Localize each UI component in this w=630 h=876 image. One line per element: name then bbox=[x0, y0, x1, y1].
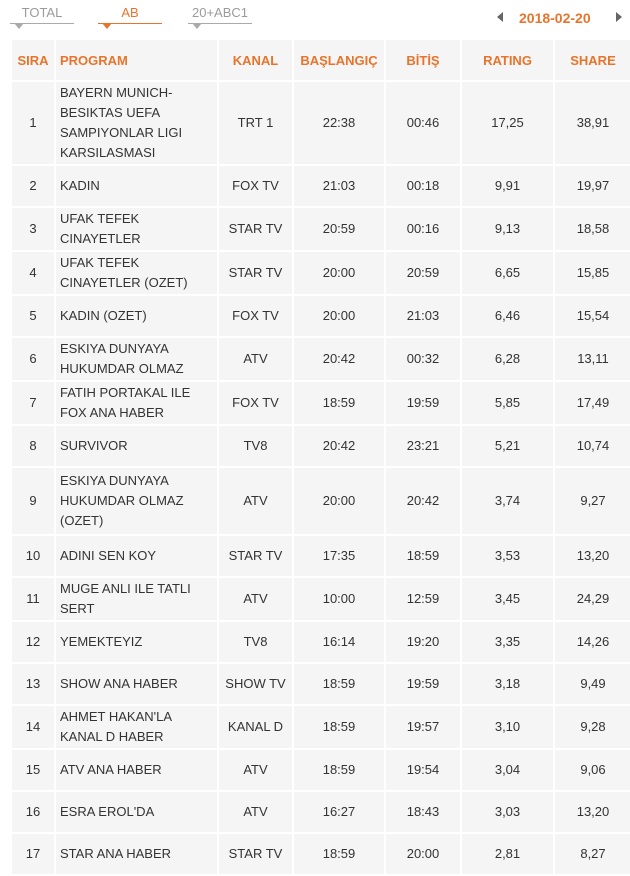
table-row bbox=[11, 535, 630, 577]
cell-bitis: 20:42 bbox=[385, 467, 461, 535]
cell-share: 24,29 bbox=[554, 577, 630, 621]
tab-total[interactable] bbox=[10, 5, 74, 20]
cell-baslangic: 18:59 bbox=[293, 705, 385, 749]
cell-rating: 3,18 bbox=[461, 663, 554, 705]
cell-rating: 2,81 bbox=[461, 833, 554, 875]
cell-kanal: ATV bbox=[218, 337, 293, 381]
cell-sira: 14 bbox=[11, 705, 55, 749]
cell-program: UFAK TEFEK CINAYETLER (OZET) bbox=[55, 251, 218, 295]
cell-rating: 6,46 bbox=[461, 295, 554, 337]
cell-baslangic: 20:00 bbox=[293, 251, 385, 295]
cell-kanal: FOX TV bbox=[218, 295, 293, 337]
cell-program: SHOW ANA HABER bbox=[55, 663, 218, 705]
table-row bbox=[11, 207, 630, 251]
cell-bitis: 00:32 bbox=[385, 337, 461, 381]
cell-kanal: TRT 1 bbox=[218, 81, 293, 165]
cell-program: UFAK TEFEK CINAYETLER bbox=[55, 207, 218, 251]
table-row bbox=[11, 251, 630, 295]
cell-kanal: STAR TV bbox=[218, 207, 293, 251]
table-row bbox=[11, 381, 630, 425]
cell-baslangic: 18:59 bbox=[293, 833, 385, 875]
cell-bitis: 19:59 bbox=[385, 381, 461, 425]
cell-share: 17,49 bbox=[554, 381, 630, 425]
cell-bitis: 23:21 bbox=[385, 425, 461, 467]
ratings-table bbox=[10, 40, 630, 876]
cell-kanal: STAR TV bbox=[218, 535, 293, 577]
cell-sira: 16 bbox=[11, 791, 55, 833]
cell-baslangic: 18:59 bbox=[293, 749, 385, 791]
cell-sira: 11 bbox=[11, 577, 55, 621]
cell-program: KADIN (OZET) bbox=[55, 295, 218, 337]
tab-ab-label: AB bbox=[121, 5, 139, 20]
table-row bbox=[11, 749, 630, 791]
cell-rating: 9,13 bbox=[461, 207, 554, 251]
cell-rating: 3,74 bbox=[461, 467, 554, 535]
table-row bbox=[11, 663, 630, 705]
cell-baslangic: 20:00 bbox=[293, 295, 385, 337]
cell-program: KADIN bbox=[55, 165, 218, 207]
col-header-sira[interactable]: SIRA bbox=[11, 40, 55, 81]
cell-share: 10,74 bbox=[554, 425, 630, 467]
table-row bbox=[11, 791, 630, 833]
cell-share: 38,91 bbox=[554, 81, 630, 165]
tab-ab[interactable] bbox=[98, 5, 162, 20]
cell-sira: 8 bbox=[11, 425, 55, 467]
cell-kanal: KANAL D bbox=[218, 705, 293, 749]
cell-bitis: 00:16 bbox=[385, 207, 461, 251]
cell-kanal: SHOW TV bbox=[218, 663, 293, 705]
table-row bbox=[11, 621, 630, 663]
cell-bitis: 19:57 bbox=[385, 705, 461, 749]
cell-share: 9,28 bbox=[554, 705, 630, 749]
cell-program: ESRA EROL'DA bbox=[55, 791, 218, 833]
tab-bar bbox=[0, 0, 630, 40]
col-header-rating[interactable]: RATING bbox=[461, 40, 554, 81]
cell-program: FATIH PORTAKAL ILE FOX ANA HABER bbox=[55, 381, 218, 425]
cell-kanal: STAR TV bbox=[218, 251, 293, 295]
cell-baslangic: 16:27 bbox=[293, 791, 385, 833]
tab-20abc1[interactable] bbox=[188, 5, 252, 20]
tab-total-label: TOTAL bbox=[21, 5, 63, 20]
cell-program: ESKIYA DUNYAYA HUKUMDAR OLMAZ (OZET) bbox=[55, 467, 218, 535]
cell-rating: 3,04 bbox=[461, 749, 554, 791]
cell-share: 14,26 bbox=[554, 621, 630, 663]
cell-share: 19,97 bbox=[554, 165, 630, 207]
cell-baslangic: 18:59 bbox=[293, 381, 385, 425]
cell-baslangic: 17:35 bbox=[293, 535, 385, 577]
cell-baslangic: 18:59 bbox=[293, 663, 385, 705]
cell-bitis: 00:46 bbox=[385, 81, 461, 165]
cell-program: YEMEKTEYIZ bbox=[55, 621, 218, 663]
table-row bbox=[11, 165, 630, 207]
cell-bitis: 18:43 bbox=[385, 791, 461, 833]
cell-sira: 6 bbox=[11, 337, 55, 381]
cell-sira: 15 bbox=[11, 749, 55, 791]
cell-kanal: ATV bbox=[218, 467, 293, 535]
cell-program: SURVIVOR bbox=[55, 425, 218, 467]
cell-bitis: 18:59 bbox=[385, 535, 461, 577]
cell-program: ESKIYA DUNYAYA HUKUMDAR OLMAZ bbox=[55, 337, 218, 381]
cell-sira: 2 bbox=[11, 165, 55, 207]
table-row bbox=[11, 577, 630, 621]
table-header-row bbox=[11, 40, 630, 81]
table-row bbox=[11, 337, 630, 381]
cell-sira: 4 bbox=[11, 251, 55, 295]
cell-bitis: 20:00 bbox=[385, 833, 461, 875]
cell-baslangic: 21:03 bbox=[293, 165, 385, 207]
cell-sira: 9 bbox=[11, 467, 55, 535]
cell-bitis: 12:59 bbox=[385, 577, 461, 621]
cell-kanal: FOX TV bbox=[218, 381, 293, 425]
cell-program: ADINI SEN KOY bbox=[55, 535, 218, 577]
cell-sira: 1 bbox=[11, 81, 55, 165]
cell-rating: 17,25 bbox=[461, 81, 554, 165]
cell-baslangic: 20:59 bbox=[293, 207, 385, 251]
cell-baslangic: 20:42 bbox=[293, 425, 385, 467]
cell-kanal: TV8 bbox=[218, 621, 293, 663]
cell-share: 9,06 bbox=[554, 749, 630, 791]
cell-sira: 12 bbox=[11, 621, 55, 663]
cell-share: 13,20 bbox=[554, 535, 630, 577]
col-header-kanal[interactable]: KANAL bbox=[218, 40, 293, 81]
col-header-baslangic[interactable]: BAŞLANGIÇ bbox=[293, 40, 385, 81]
cell-share: 9,27 bbox=[554, 467, 630, 535]
cell-rating: 6,28 bbox=[461, 337, 554, 381]
col-header-share[interactable]: SHARE bbox=[554, 40, 630, 81]
cell-share: 15,54 bbox=[554, 295, 630, 337]
cell-share: 8,27 bbox=[554, 833, 630, 875]
cell-rating: 3,03 bbox=[461, 791, 554, 833]
cell-rating: 9,91 bbox=[461, 165, 554, 207]
cell-kanal: ATV bbox=[218, 749, 293, 791]
cell-sira: 7 bbox=[11, 381, 55, 425]
cell-program: MUGE ANLI ILE TATLI SERT bbox=[55, 577, 218, 621]
cell-baslangic: 16:14 bbox=[293, 621, 385, 663]
cell-kanal: TV8 bbox=[218, 425, 293, 467]
cell-baslangic: 20:42 bbox=[293, 337, 385, 381]
cell-program: STAR ANA HABER bbox=[55, 833, 218, 875]
cell-bitis: 19:54 bbox=[385, 749, 461, 791]
cell-program: ATV ANA HABER bbox=[55, 749, 218, 791]
table-row bbox=[11, 295, 630, 337]
table-row bbox=[11, 81, 630, 165]
cell-program: AHMET HAKAN'LA KANAL D HABER bbox=[55, 705, 218, 749]
cell-sira: 5 bbox=[11, 295, 55, 337]
cell-bitis: 19:59 bbox=[385, 663, 461, 705]
table-row bbox=[11, 467, 630, 535]
prev-date-arrow-icon[interactable] bbox=[497, 12, 503, 22]
cell-rating: 6,65 bbox=[461, 251, 554, 295]
cell-rating: 3,10 bbox=[461, 705, 554, 749]
table-row bbox=[11, 705, 630, 749]
cell-baslangic: 20:00 bbox=[293, 467, 385, 535]
cell-kanal: ATV bbox=[218, 577, 293, 621]
cell-program: BAYERN MUNICH-BESIKTAS UEFA SAMPIYONLAR LIGI KARSILASMASI bbox=[55, 81, 218, 165]
table-row bbox=[11, 833, 630, 875]
cell-rating: 5,21 bbox=[461, 425, 554, 467]
col-header-program[interactable]: PROGRAM bbox=[55, 40, 218, 81]
cell-sira: 13 bbox=[11, 663, 55, 705]
table-row bbox=[11, 425, 630, 467]
cell-share: 15,85 bbox=[554, 251, 630, 295]
cell-sira: 17 bbox=[11, 833, 55, 875]
cell-bitis: 00:18 bbox=[385, 165, 461, 207]
cell-share: 18,58 bbox=[554, 207, 630, 251]
cell-sira: 3 bbox=[11, 207, 55, 251]
cell-share: 13,20 bbox=[554, 791, 630, 833]
cell-bitis: 20:59 bbox=[385, 251, 461, 295]
cell-baslangic: 22:38 bbox=[293, 81, 385, 165]
cell-sira: 10 bbox=[11, 535, 55, 577]
cell-rating: 5,85 bbox=[461, 381, 554, 425]
cell-rating: 3,45 bbox=[461, 577, 554, 621]
cell-kanal: FOX TV bbox=[218, 165, 293, 207]
cell-rating: 3,35 bbox=[461, 621, 554, 663]
cell-share: 9,49 bbox=[554, 663, 630, 705]
selected-date: 2018-02-20 bbox=[519, 10, 591, 26]
next-date-arrow-icon[interactable] bbox=[616, 12, 622, 22]
cell-bitis: 21:03 bbox=[385, 295, 461, 337]
cell-kanal: STAR TV bbox=[218, 833, 293, 875]
cell-bitis: 19:20 bbox=[385, 621, 461, 663]
tab-20abc1-label: 20+ABC1 bbox=[191, 5, 248, 20]
cell-kanal: ATV bbox=[218, 791, 293, 833]
cell-rating: 3,53 bbox=[461, 535, 554, 577]
col-header-bitis[interactable]: BİTİŞ bbox=[385, 40, 461, 81]
cell-share: 13,11 bbox=[554, 337, 630, 381]
cell-baslangic: 10:00 bbox=[293, 577, 385, 621]
